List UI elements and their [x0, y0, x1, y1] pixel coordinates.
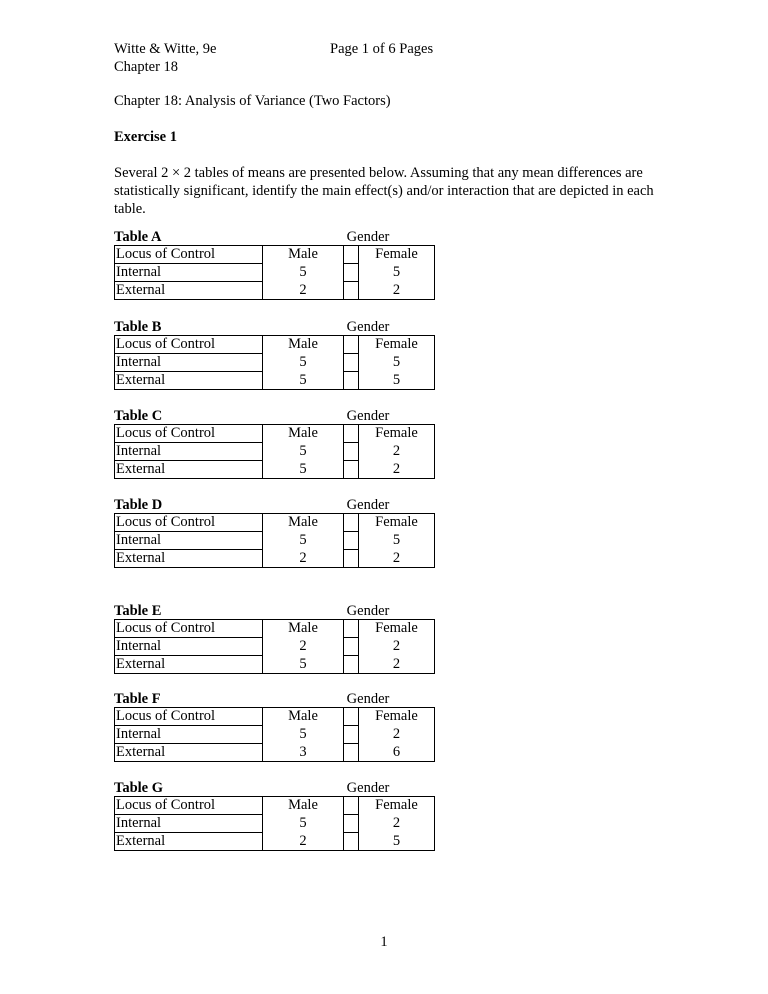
column-header-male: Male	[263, 708, 344, 726]
header-chapter: Chapter 18	[114, 59, 179, 75]
table-row	[115, 638, 435, 656]
exercise-instructions: Several 2 × 2 tables of means are presented below. Assuming that any mean differences are statistically significant, identify the main effect(s) and/or interaction that are depicted in each table.	[114, 165, 654, 217]
exercise-title: Exercise 1	[114, 129, 177, 145]
cell-female-mean: 5	[359, 532, 435, 550]
cell-male-mean: 5	[263, 264, 344, 282]
means-grid	[114, 335, 435, 390]
column-header-female: Female	[359, 514, 435, 532]
table-name: Table A	[114, 229, 162, 245]
table-row	[115, 797, 435, 815]
row-label: External	[115, 372, 263, 390]
means-table	[114, 690, 434, 762]
cell-female-mean: 2	[359, 461, 435, 479]
table-row	[115, 372, 435, 390]
column-header-male: Male	[263, 620, 344, 638]
column-gap	[344, 264, 359, 282]
cell-female-mean: 2	[359, 282, 435, 300]
cell-female-mean: 5	[359, 372, 435, 390]
means-table	[114, 602, 434, 674]
table-row	[115, 532, 435, 550]
row-label: External	[115, 744, 263, 762]
cell-female-mean: 6	[359, 744, 435, 762]
table-row	[115, 726, 435, 744]
table-row	[115, 833, 435, 851]
column-gap	[344, 336, 359, 354]
column-gap	[344, 282, 359, 300]
table-row	[115, 550, 435, 568]
row-label: Internal	[115, 815, 263, 833]
cell-female-mean: 2	[359, 815, 435, 833]
means-grid	[114, 619, 435, 674]
page-number: 1	[380, 934, 388, 950]
column-gap	[344, 246, 359, 264]
column-header-male: Male	[263, 514, 344, 532]
cell-male-mean: 5	[263, 815, 344, 833]
cell-female-mean: 2	[359, 638, 435, 656]
means-table	[114, 318, 434, 390]
column-header-female: Female	[359, 708, 435, 726]
table-row	[115, 461, 435, 479]
table-name: Table C	[114, 408, 163, 424]
cell-female-mean: 5	[359, 354, 435, 372]
header-book: Witte & Witte, 9e	[114, 41, 217, 57]
column-gap	[344, 550, 359, 568]
column-header-female: Female	[359, 797, 435, 815]
column-gap	[344, 443, 359, 461]
cell-male-mean: 5	[263, 461, 344, 479]
cell-male-mean: 2	[263, 638, 344, 656]
row-label: External	[115, 550, 263, 568]
row-label: Internal	[115, 638, 263, 656]
row-label: External	[115, 461, 263, 479]
row-factor-label: Locus of Control	[115, 797, 263, 815]
table-name: Table G	[114, 780, 164, 796]
column-header-male: Male	[263, 797, 344, 815]
row-factor-label: Locus of Control	[115, 246, 263, 264]
row-factor-label: Locus of Control	[115, 425, 263, 443]
chapter-title: Chapter 18: Analysis of Variance (Two Factors)	[114, 93, 391, 109]
table-row	[115, 815, 435, 833]
row-label: Internal	[115, 532, 263, 550]
cell-male-mean: 5	[263, 656, 344, 674]
column-gap	[344, 708, 359, 726]
table-row	[115, 336, 435, 354]
cell-male-mean: 2	[263, 833, 344, 851]
factor-label-gender: Gender	[346, 691, 390, 707]
means-grid	[114, 796, 435, 851]
means-grid	[114, 707, 435, 762]
row-factor-label: Locus of Control	[115, 708, 263, 726]
row-label: Internal	[115, 354, 263, 372]
table-row	[115, 425, 435, 443]
column-gap	[344, 372, 359, 390]
row-label: External	[115, 833, 263, 851]
column-gap	[344, 744, 359, 762]
factor-label-gender: Gender	[346, 780, 390, 796]
cell-female-mean: 2	[359, 443, 435, 461]
table-row	[115, 656, 435, 674]
table-name: Table F	[114, 691, 161, 707]
column-header-male: Male	[263, 425, 344, 443]
column-gap	[344, 815, 359, 833]
row-label: Internal	[115, 443, 263, 461]
cell-female-mean: 5	[359, 833, 435, 851]
table-row	[115, 443, 435, 461]
column-gap	[344, 532, 359, 550]
cell-female-mean: 5	[359, 264, 435, 282]
column-gap	[344, 514, 359, 532]
means-table	[114, 779, 434, 851]
table-row	[115, 744, 435, 762]
column-gap	[344, 638, 359, 656]
column-gap	[344, 461, 359, 479]
table-name: Table B	[114, 319, 162, 335]
cell-female-mean: 2	[359, 726, 435, 744]
means-grid	[114, 245, 435, 300]
column-gap	[344, 833, 359, 851]
table-name: Table D	[114, 497, 163, 513]
cell-male-mean: 5	[263, 532, 344, 550]
column-gap	[344, 354, 359, 372]
table-row	[115, 514, 435, 532]
row-label: Internal	[115, 726, 263, 744]
column-header-male: Male	[263, 336, 344, 354]
column-gap	[344, 656, 359, 674]
cell-male-mean: 5	[263, 372, 344, 390]
table-row	[115, 354, 435, 372]
means-grid	[114, 424, 435, 479]
column-gap	[344, 726, 359, 744]
table-row	[115, 708, 435, 726]
table-row	[115, 282, 435, 300]
factor-label-gender: Gender	[346, 408, 390, 424]
column-header-female: Female	[359, 246, 435, 264]
cell-male-mean: 2	[263, 550, 344, 568]
table-row	[115, 620, 435, 638]
row-factor-label: Locus of Control	[115, 620, 263, 638]
means-grid	[114, 513, 435, 568]
table-row	[115, 246, 435, 264]
column-header-female: Female	[359, 620, 435, 638]
row-factor-label: Locus of Control	[115, 336, 263, 354]
column-header-female: Female	[359, 425, 435, 443]
table-row	[115, 264, 435, 282]
means-table	[114, 228, 434, 300]
row-label: External	[115, 656, 263, 674]
means-table	[114, 407, 434, 479]
cell-female-mean: 2	[359, 550, 435, 568]
means-table	[114, 496, 434, 568]
cell-female-mean: 2	[359, 656, 435, 674]
column-header-male: Male	[263, 246, 344, 264]
row-factor-label: Locus of Control	[115, 514, 263, 532]
cell-male-mean: 5	[263, 354, 344, 372]
factor-label-gender: Gender	[346, 319, 390, 335]
column-gap	[344, 425, 359, 443]
header-left	[114, 40, 216, 76]
factor-label-gender: Gender	[346, 603, 390, 619]
row-label: External	[115, 282, 263, 300]
column-gap	[344, 620, 359, 638]
table-name: Table E	[114, 603, 162, 619]
cell-male-mean: 5	[263, 726, 344, 744]
cell-male-mean: 3	[263, 744, 344, 762]
column-header-female: Female	[359, 336, 435, 354]
factor-label-gender: Gender	[346, 497, 390, 513]
row-label: Internal	[115, 264, 263, 282]
factor-label-gender: Gender	[346, 229, 390, 245]
column-gap	[344, 797, 359, 815]
header-page-count: Page 1 of 6 Pages	[330, 41, 434, 57]
cell-male-mean: 5	[263, 443, 344, 461]
cell-male-mean: 2	[263, 282, 344, 300]
